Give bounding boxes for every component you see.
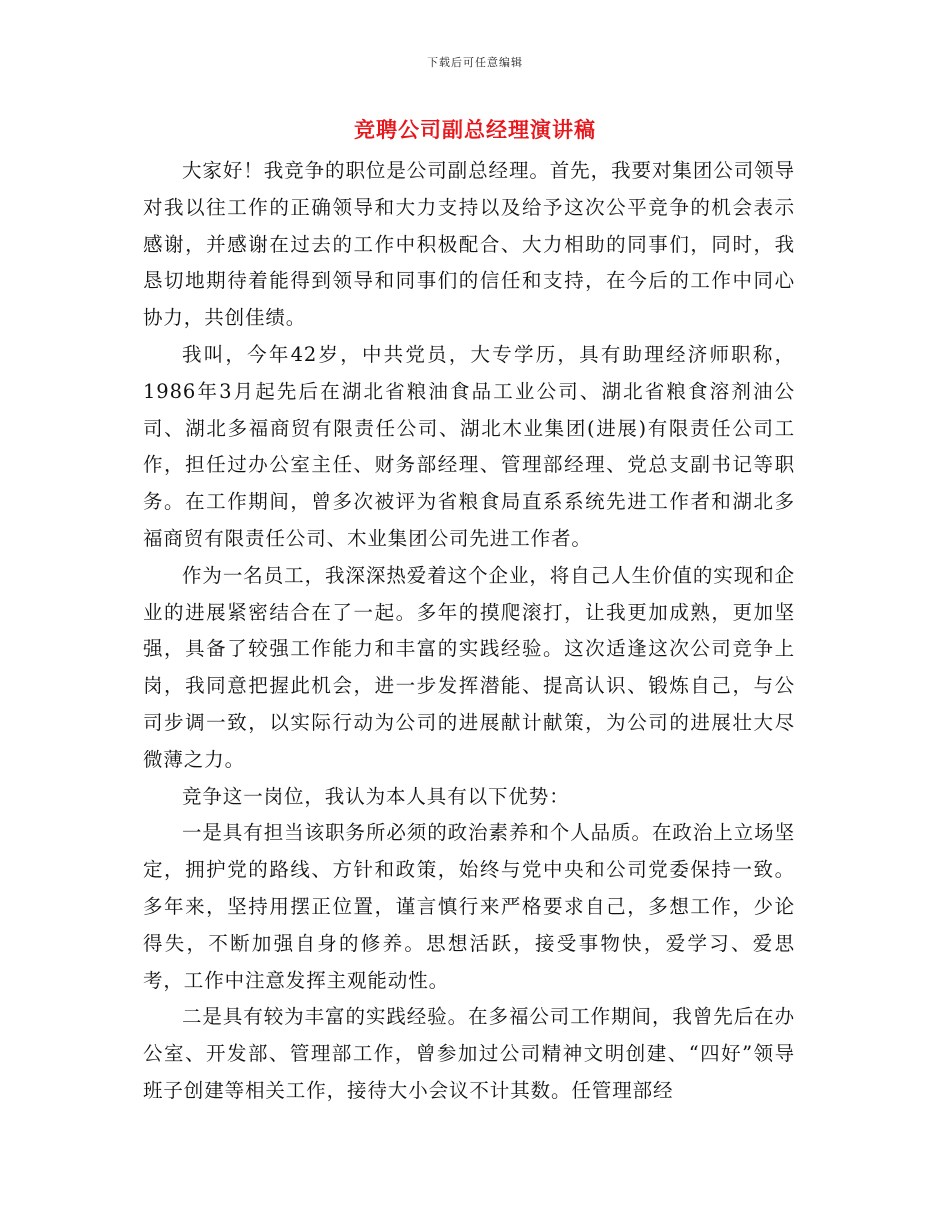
document-body bbox=[143, 153, 795, 1110]
paragraph: 竞争这一岗位，我认为本人具有以下优势： bbox=[182, 784, 570, 808]
document-title: 竞聘公司副总经理演讲稿 bbox=[354, 117, 596, 142]
paragraph: 我叫，今年42岁，中共党员，大专学历，具有助理经济师职称，1986年3月起先后在湖北省粮油食品工业公司、湖北省粮食溶剂油公司、湖北多福商贸有限责任公司、湖北木业集团(进展)有限责任公司工作，担任过办公室主任、财务部经理、管理部经理、党总支副书记等职务。在工作期间，曾多次被评为省粮食局直系系统先进工作者和湖北多福商贸有限责任公司、木业集团公司先进工作者。 bbox=[143, 342, 795, 550]
paragraph: 大家好！我竞争的职位是公司副总经理。首先，我要对集团公司领导对我以往工作的正确领导和大力支持以及给予这次公平竞争的机会表示感谢，并感谢在过去的工作中积极配合、大力相助的同事们，同时，我恳切地期待着能得到领导和同事们的信任和支持，在今后的工作中同心协力，共创佳绩。 bbox=[143, 159, 795, 330]
header-note: 下载后可任意编辑 bbox=[427, 56, 523, 69]
paragraph: 二是具有较为丰富的实践经验。在多福公司工作期间，我曾先后在办公室、开发部、管理部工作，曾参加过公司精神文明创建、“四好”领导班子创建等相关工作，接待大小会议不计其数。任管理部经 bbox=[143, 1005, 795, 1102]
paragraph: 一是具有担当该职务所必须的政治素养和个人品质。在政治上立场坚定，拥护党的路线、方针和政策，始终与党中央和公司党委保持一致。多年来，坚持用摆正位置，谨言慎行来严格要求自己，多想工作，少论得失，不断加强自身的修养。思想活跃，接受事物快，爱学习、爱思考，工作中注意发挥主观能动性。 bbox=[143, 821, 795, 992]
paragraph: 作为一名员工，我深深热爱着这个企业，将自己人生价值的实现和企业的进展紧密结合在了一起。多年的摸爬滚打，让我更加成熟，更加坚强，具备了较强工作能力和丰富的实践经验。这次适逢这次公司竞争上岗，我同意把握此机会，进一步发挥潜能、提高认识、锻炼自己，与公司步调一致，以实际行动为公司的进展献计献策，为公司的进展壮大尽微薄之力。 bbox=[143, 563, 795, 771]
